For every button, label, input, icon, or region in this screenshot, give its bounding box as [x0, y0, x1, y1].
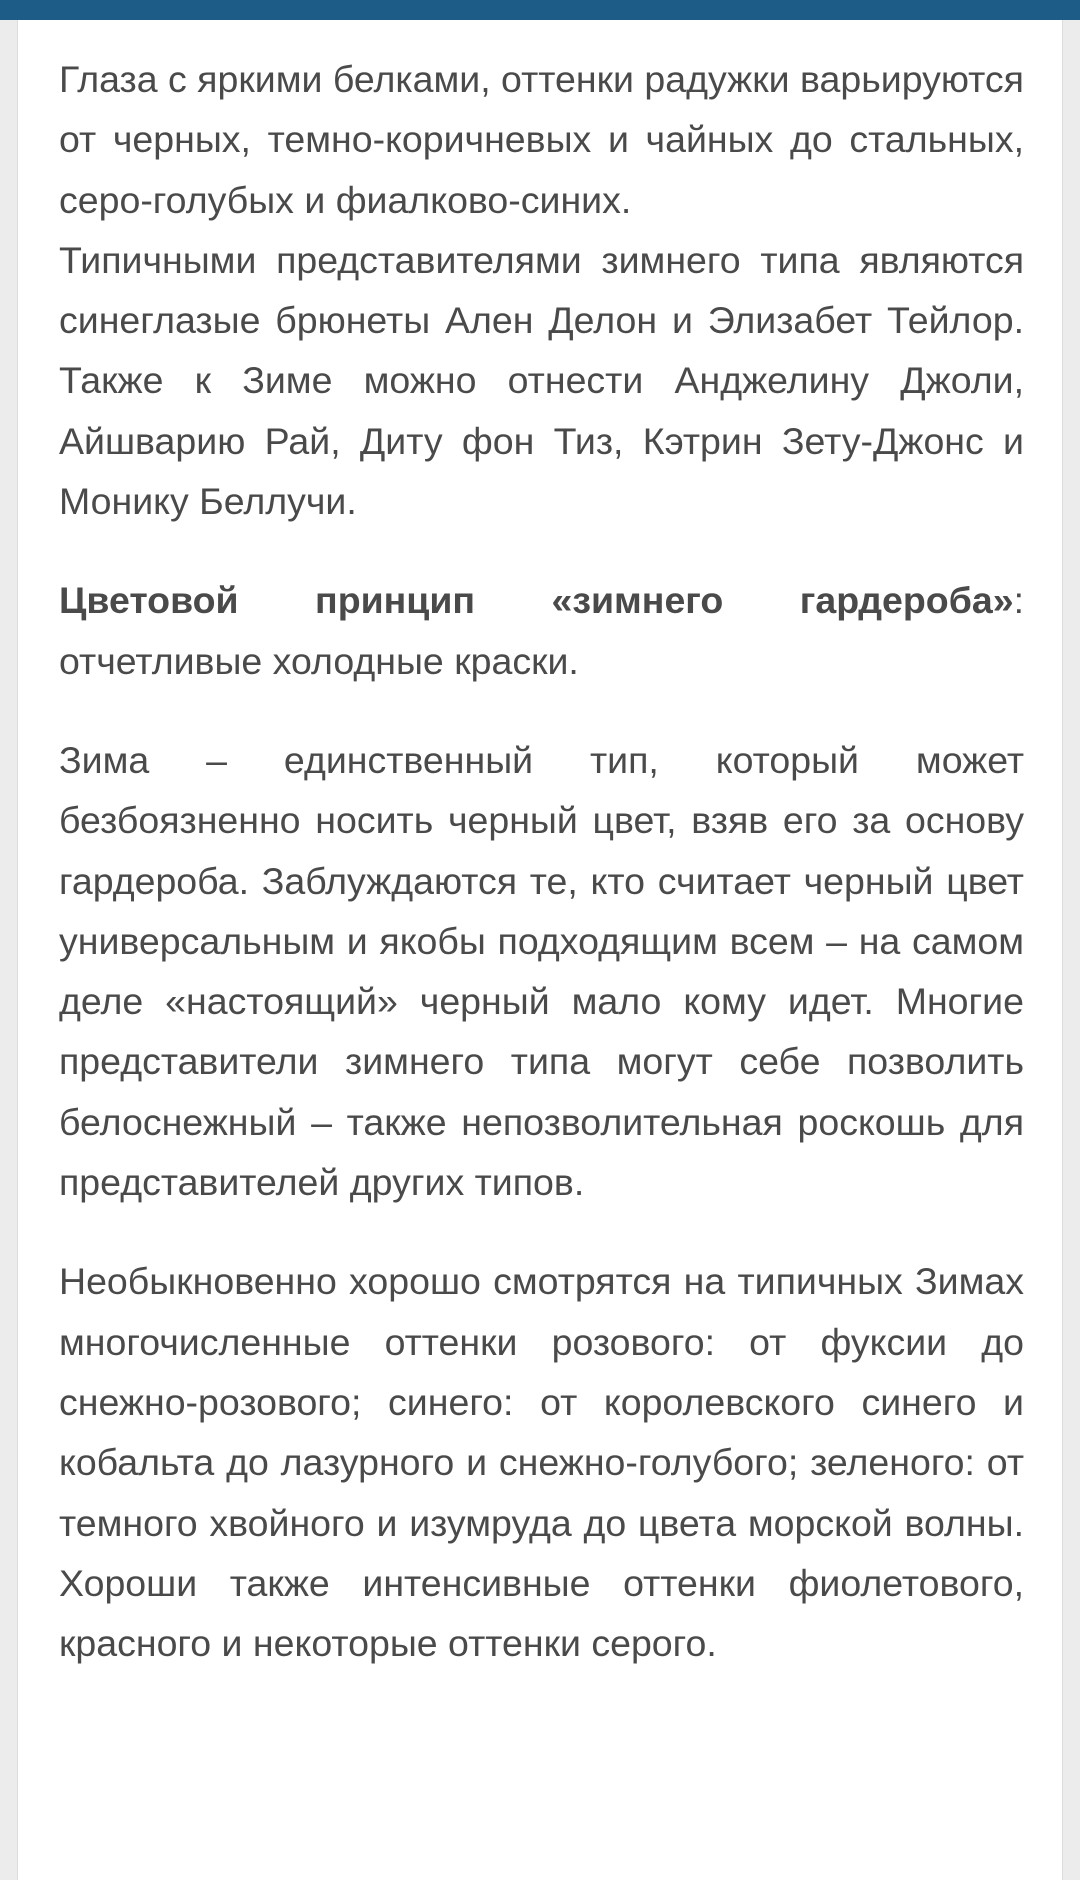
- color-principle-heading: Цветовой принцип «зимнего гардероба»: [59, 579, 1014, 622]
- paragraph-black-color: Зима – единственный тип, который может безбоязненно носить черный цвет, взяв его за основу гардероба. Заблуждаются те, кто считает черный цвет универсальным и якобы подходящим всем – на самом деле «настоящий» черный мало кому идет. Многие представители зимнего типа могут себе позволить белоснежный – также непозволительная роскошь для представителей других типов.: [59, 738, 1024, 1204]
- top-app-bar: [0, 0, 1080, 20]
- color-principle-text: : отчетливые холодные краски.: [59, 579, 1024, 682]
- article-card: [17, 20, 1063, 1880]
- article-body: [59, 49, 1024, 1673]
- paragraph-representatives: Типичными представителями зимнего типа являются синеглазые брюнеты Ален Делон и Элизабет Тейлор. Также к Зиме можно отнести Анджелину Джоли, Айшварию Рай, Диту фон Тиз, Кэтрин Зету-Джонс и Монику Беллучи.: [59, 238, 1024, 523]
- paragraph-shades: Необыкновенно хорошо смотрятся на типичных Зимах многочисленные оттенки розового: от фуксии до снежно-розового; синего: от королевского синего и кобальта до лазурного и снежно-голубого; зеленого: от темного хвойного и изумруда до цвета морской волны. Хороши также интенсивные оттенки фиолетового, красного и некоторые оттенки серого.: [59, 1260, 1024, 1665]
- paragraph-eyes: Глаза с яркими белками, оттенки радужки варьируются от черных, темно-коричневых и чайных до стальных, серо-голубых и фиалково-синих.: [59, 58, 1024, 221]
- paragraph-color-principle: [59, 570, 1024, 691]
